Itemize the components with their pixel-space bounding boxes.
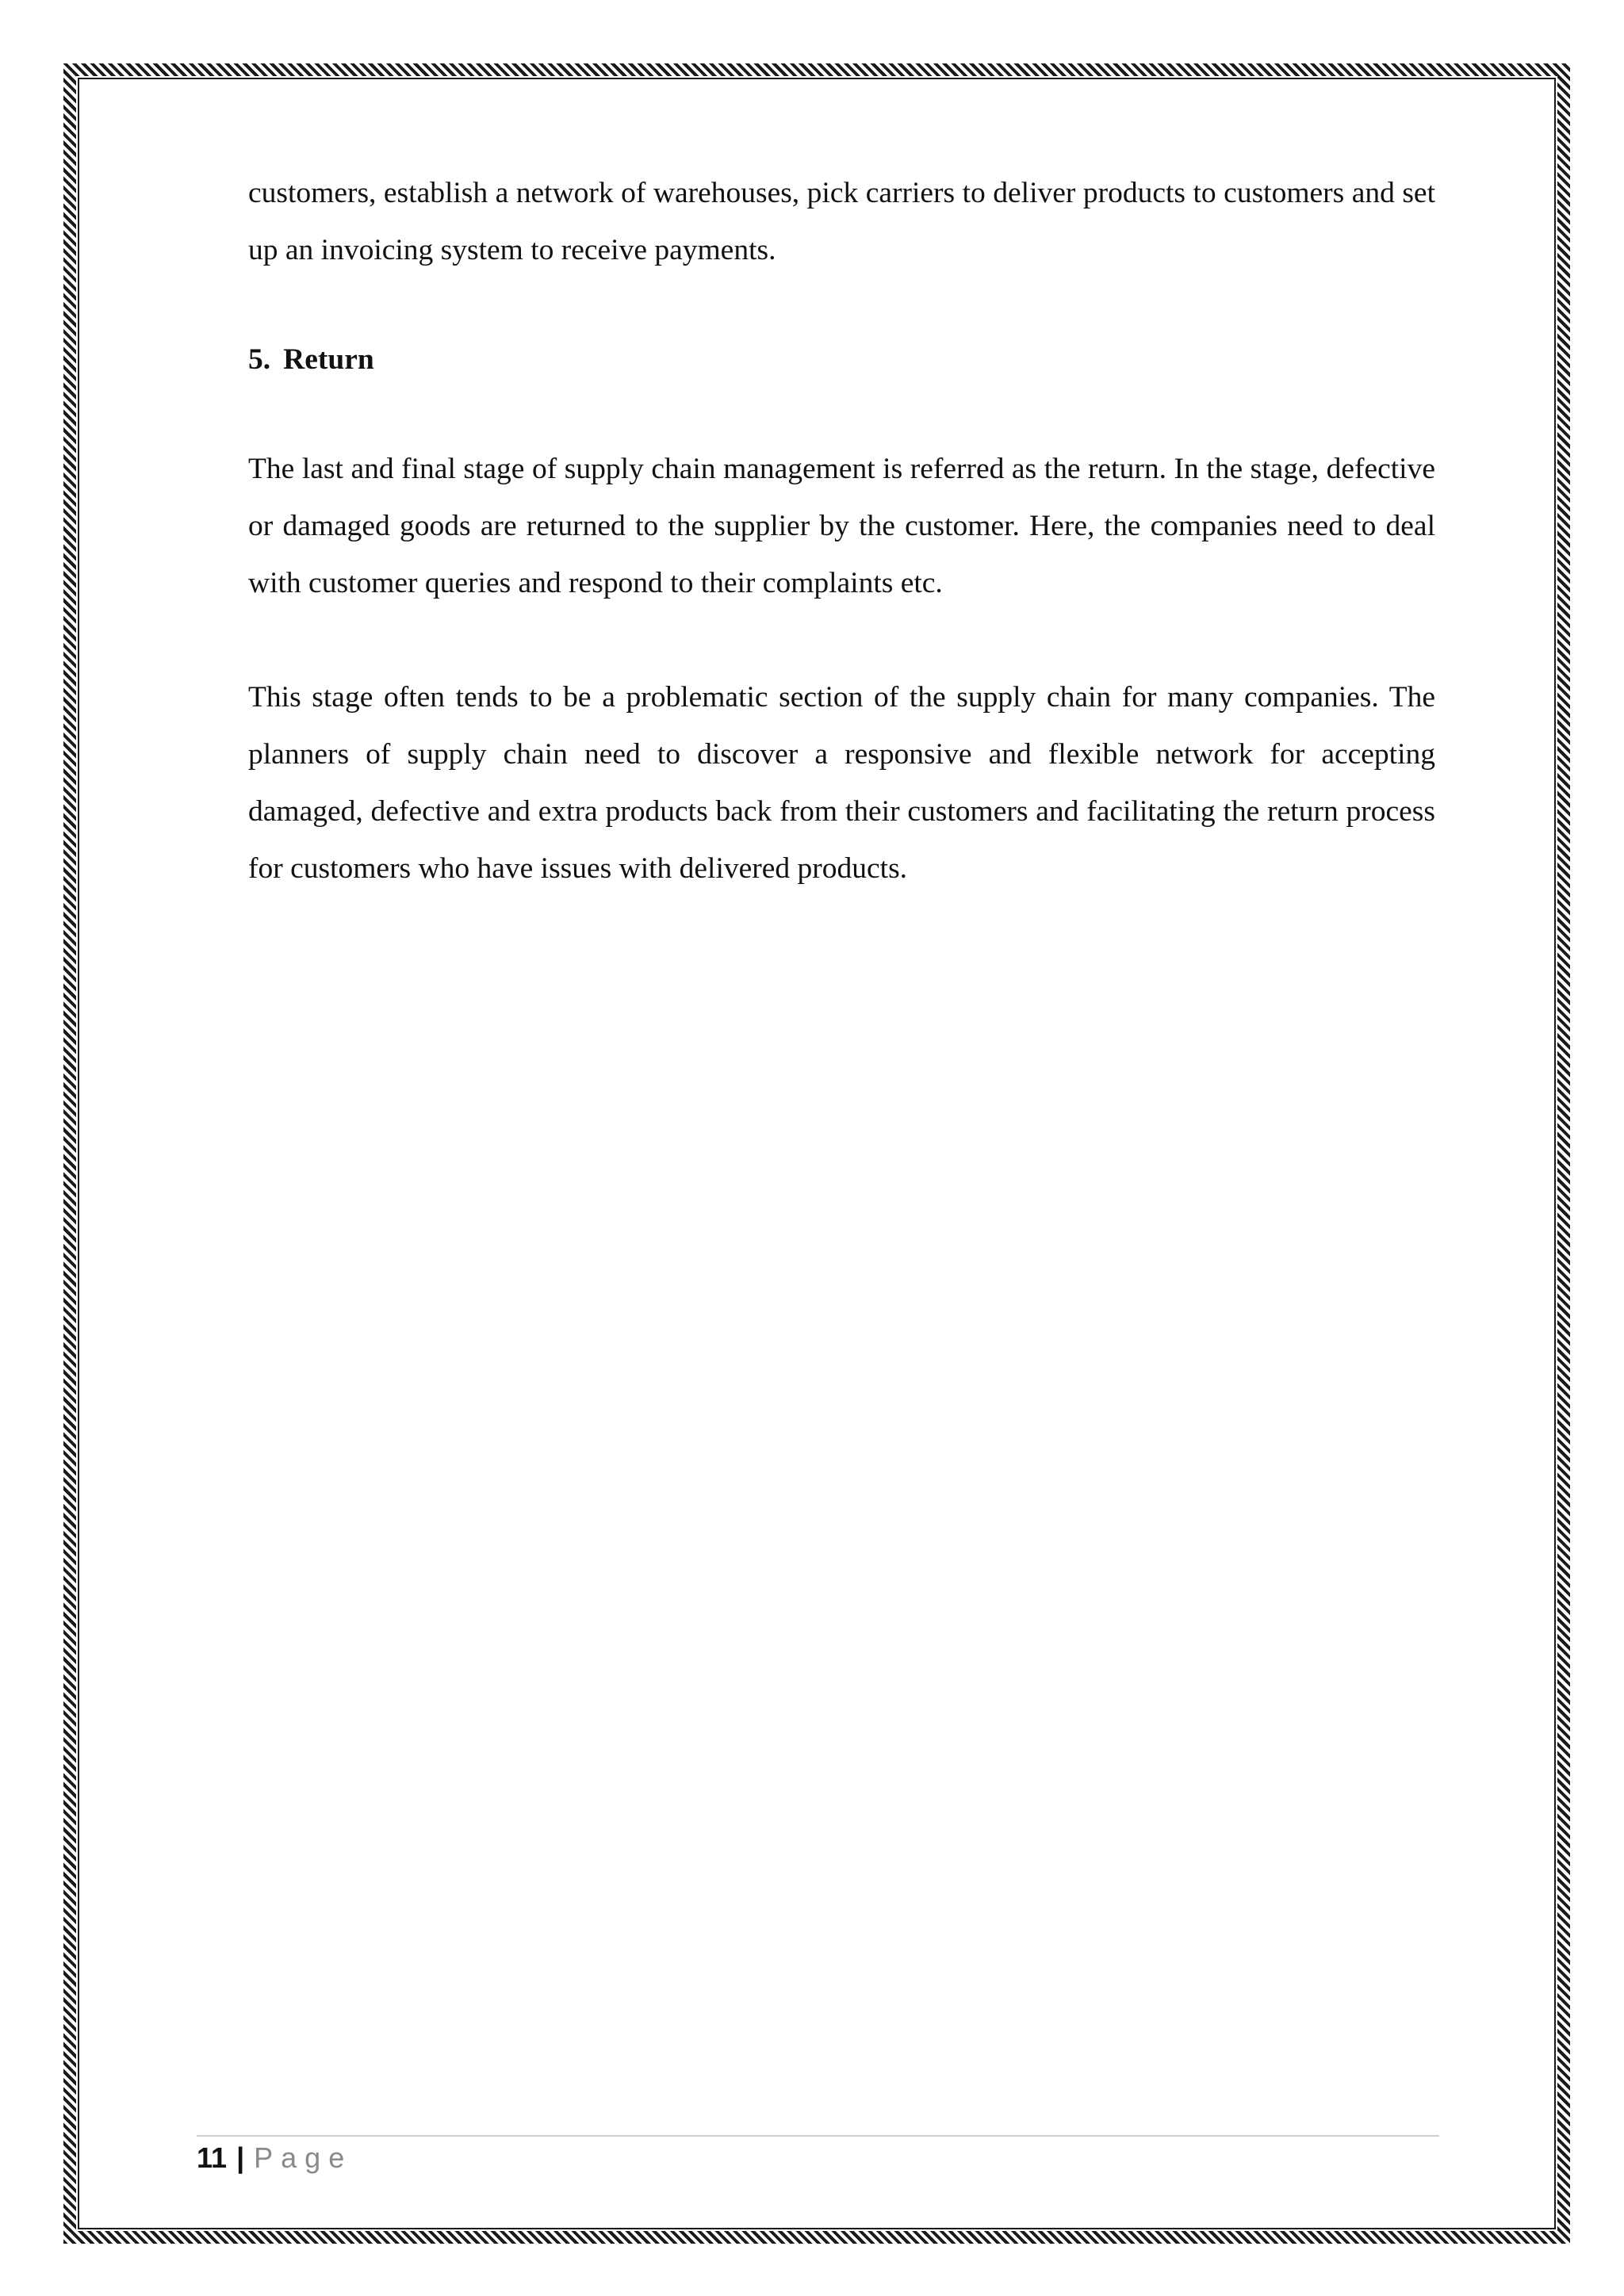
section-title: Return [283,343,374,376]
page-footer [197,2137,352,2179]
intro-paragraph: customers, establish a network of warehouses, pick carriers to deliver products to customers and set up an invoicing system to receive payments. [248,177,1435,266]
footer-separator: | [236,2141,245,2174]
body-paragraph: This stage often tends to be a problematic section of the supply chain for many companies. The planners of supply chain need to discover a responsive and flexible network for accepting damaged, defective and extra products back from their customers and facilitating the return process for customers who have issues with delivered products. [248,681,1435,885]
section-heading [248,331,1435,388]
page-label: Page [254,2141,353,2174]
footer-divider [197,2135,1439,2137]
body-paragraph: The last and final stage of supply chain management is referred as the return. In the stage, defective or damaged goods are returned to the supplier by the customer. Here, the companies need to deal with customer queries and respond to their complaints etc. [248,453,1435,599]
document-body [248,165,1435,897]
section-number: 5. [248,343,271,376]
page-number: 11 [197,2141,228,2174]
